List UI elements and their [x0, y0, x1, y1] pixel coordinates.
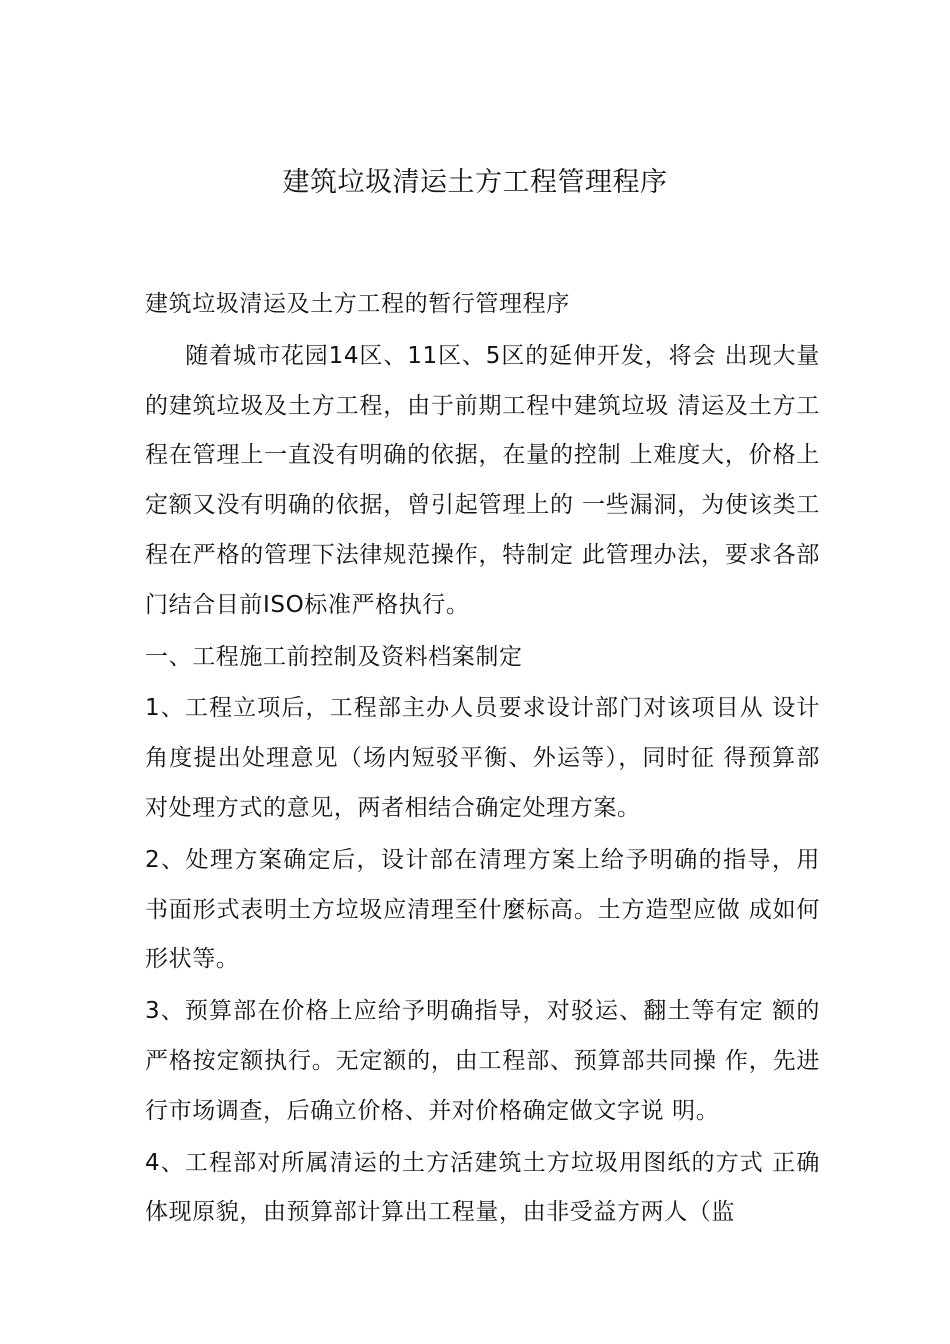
list-item: 2、处理方案确定后，设计部在清理方案上给予明确的指导，用书面形式表明土方垃圾应清理至什麼标高。土方造型应做 成如何形状等。	[145, 846, 820, 973]
document-body	[145, 280, 820, 1240]
document-subtitle: 建筑垃圾清运及土方工程的暂行管理程序	[145, 291, 570, 317]
intro-paragraph: 随着城市花园14区、11区、5区的延伸开发，将会 出现大量的建筑垃圾及土方工程，由于前期工程中建筑垃圾 清运及土方工程在管理上一直没有明确的依据，在量的控制 上难度大，价格上定额又没有明确的依据，曾引起管理上的 一些漏洞，为使该类工程在严格的管理下法律规范操作，特制定 此管理办法，要求各部门结合目前ISO标准严格执行。	[145, 342, 820, 618]
document-title: 建筑垃圾清运土方工程管理程序	[282, 167, 668, 198]
list-item: 3、预算部在价格上应给予明确指导，对驳运、翻土等有定 额的严格按定额执行。无定额的，由工程部、预算部共同操 作，先进行市场调查，后确立价格、并对价格确定做文字说 明。	[145, 998, 820, 1124]
list-item: 1、工程立项后，工程部主办人员要求设计部门对该项目从 设计角度提出处理意见（场内短驳平衡、外运等），同时征 得预算部对处理方式的意见，两者相结合确定处理方案。	[145, 695, 820, 821]
list-item: 4、工程部对所属清运的土方活建筑土方垃圾用图纸的方式 正确体现原貌，由预算部计算出工程量，由非受益方两人（监	[145, 1149, 820, 1226]
section-heading: 一、工程施工前控制及资料档案制定	[145, 643, 523, 670]
